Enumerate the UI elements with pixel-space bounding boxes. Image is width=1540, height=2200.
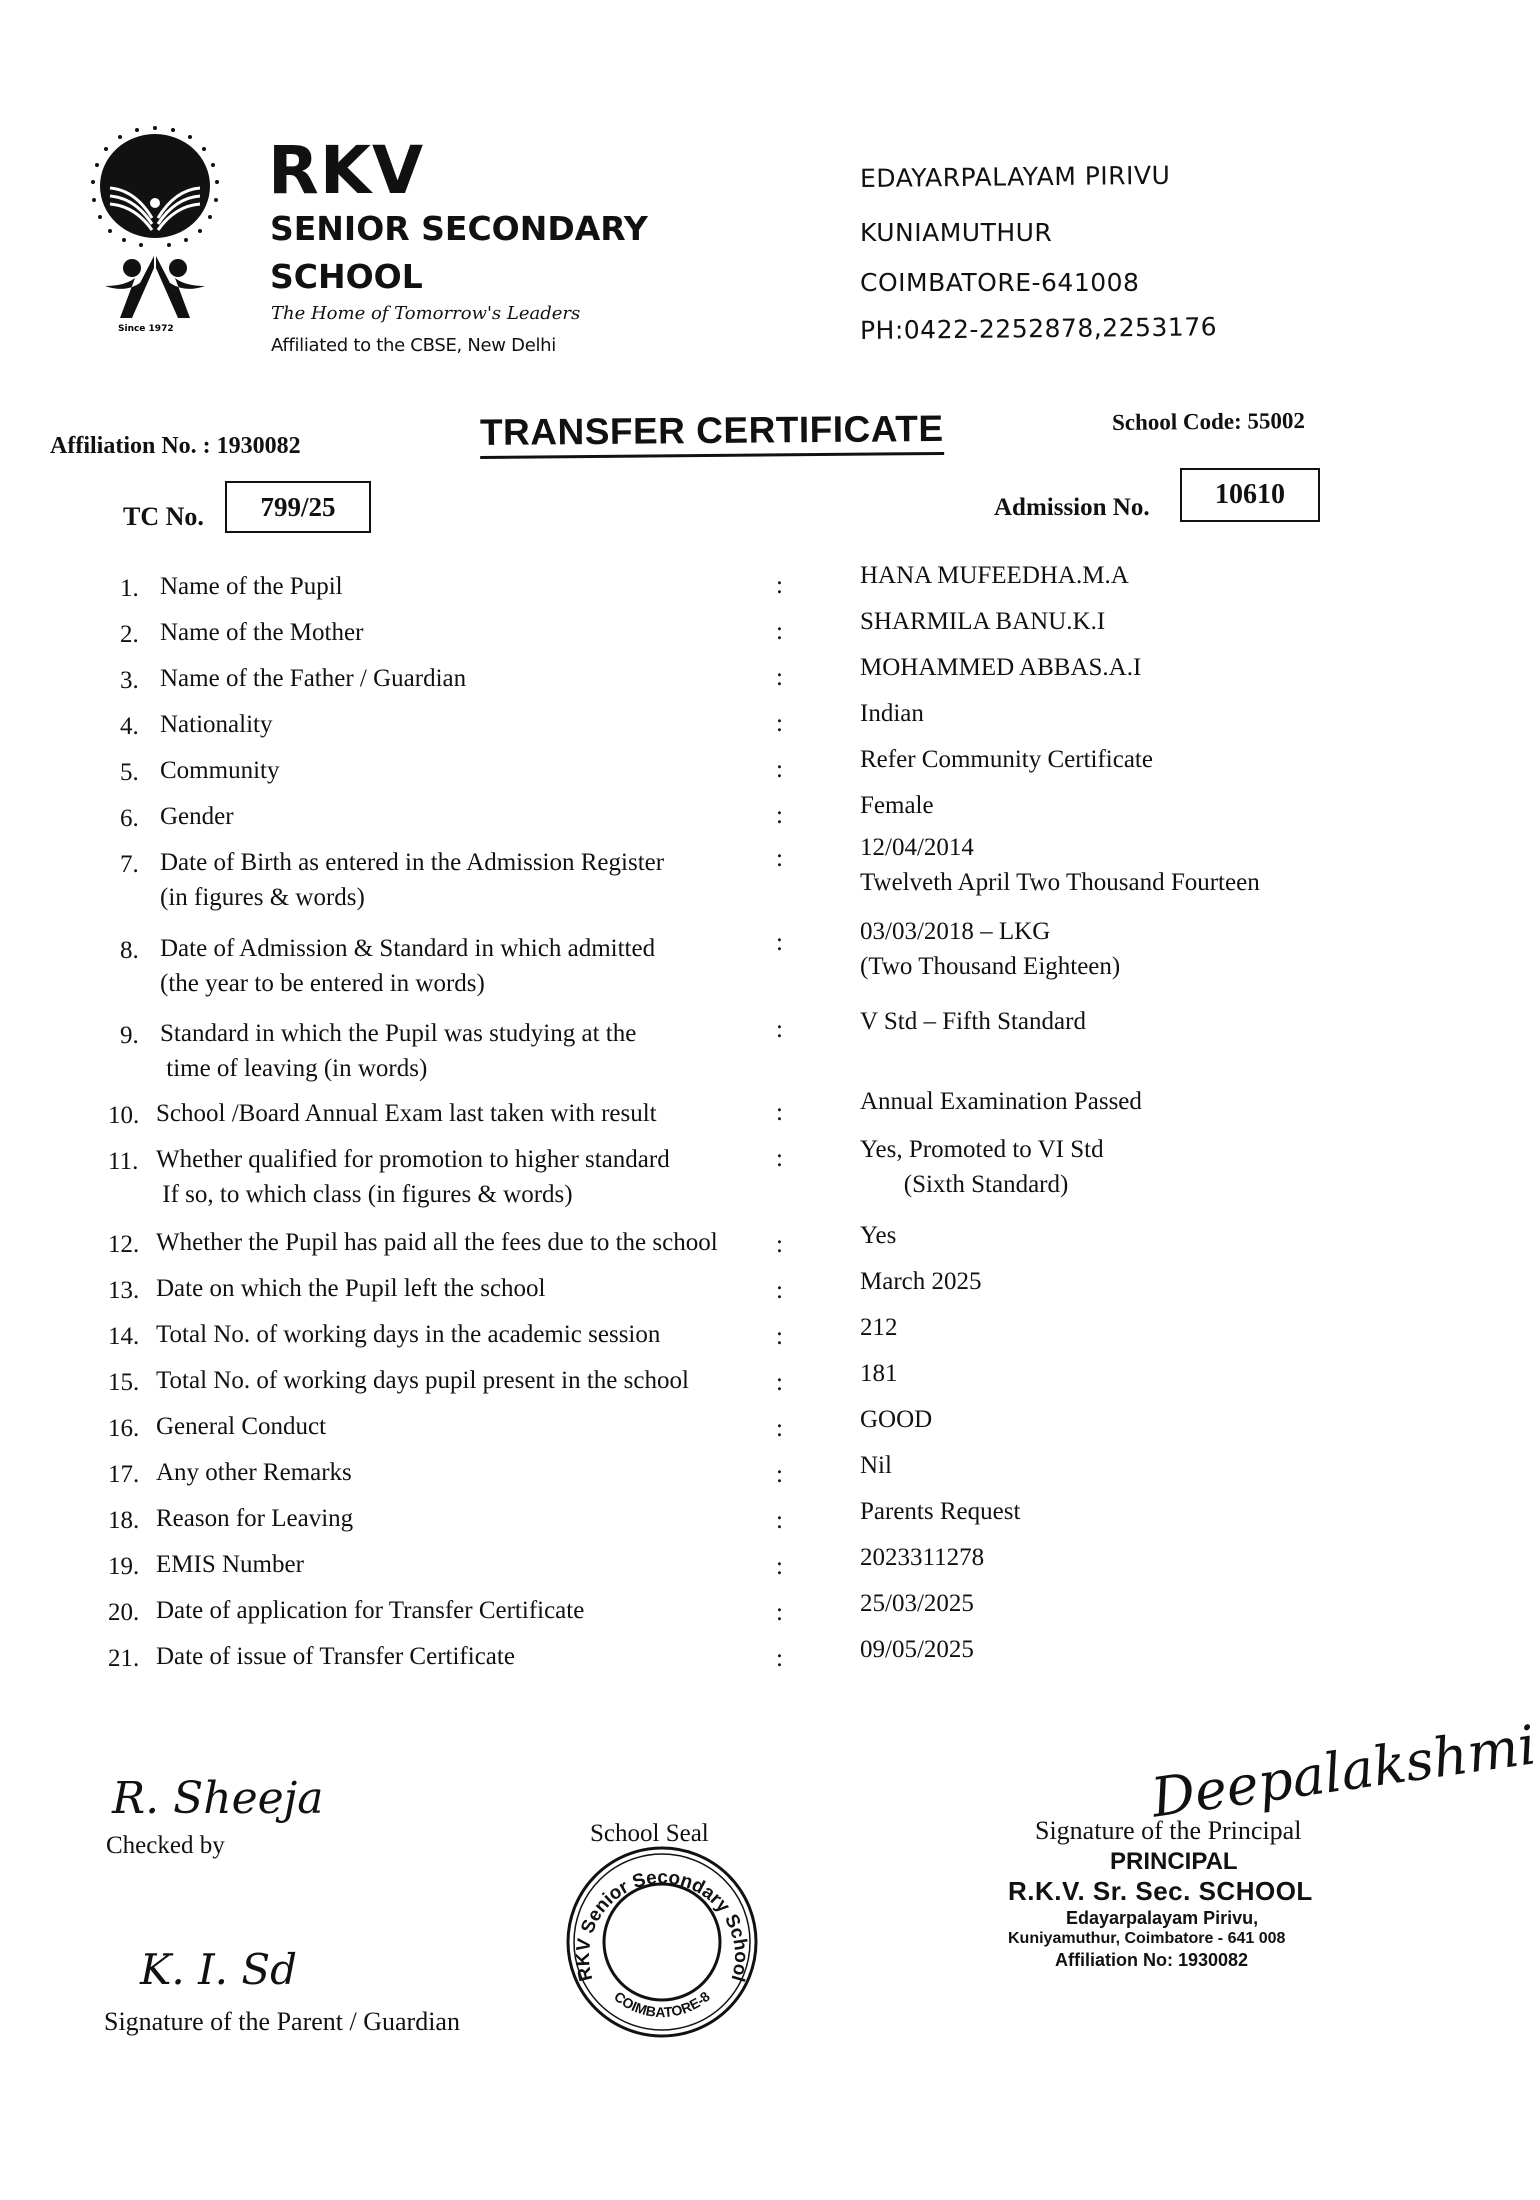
field-number: 10. xyxy=(108,1102,140,1129)
field-label xyxy=(160,1016,636,1086)
school-seal-label: School Seal xyxy=(590,1820,709,1847)
field-colon: : xyxy=(776,1145,783,1172)
affiliation-number: Affiliation No. : 1930082 xyxy=(50,433,301,459)
logo-figures xyxy=(105,256,205,318)
field-label-line: EMIS Number xyxy=(156,1551,304,1578)
field-value xyxy=(860,830,1260,900)
field-colon: : xyxy=(776,1507,783,1534)
field-label-line: Nationality xyxy=(160,711,273,738)
field-label xyxy=(156,1271,546,1306)
field-label-line: Date of issue of Transfer Certificate xyxy=(156,1643,515,1670)
field-number: 6. xyxy=(120,805,139,832)
school-name-line1: SENIOR SECONDARY xyxy=(270,209,648,248)
field-number: 14. xyxy=(108,1323,140,1350)
field-colon: : xyxy=(776,618,783,645)
field-value-line: 212 xyxy=(860,1314,898,1341)
field-value-line: Indian xyxy=(860,700,924,727)
field-value xyxy=(860,696,924,731)
field-number: 7. xyxy=(120,851,139,878)
field-value-line: 09/05/2025 xyxy=(860,1636,974,1663)
field-value xyxy=(860,1132,1104,1202)
field-label-line: Total No. of working days in the academic session xyxy=(156,1321,661,1348)
field-value-line: Parents Request xyxy=(860,1498,1021,1525)
field-value-line: Refer Community Certificate xyxy=(860,746,1153,773)
field-number: 1. xyxy=(120,575,139,602)
field-label-line: Name of the Father / Guardian xyxy=(160,665,467,692)
field-value xyxy=(860,788,934,823)
principal-stamp-address-2: Kuniyamuthur, Coimbatore - 641 008 xyxy=(1008,1930,1286,1947)
field-label-line: Standard in which the Pupil was studying at the xyxy=(160,1020,637,1047)
principal-signature-label: Signature of the Principal xyxy=(1035,1816,1302,1845)
field-value xyxy=(860,1310,898,1345)
field-colon: : xyxy=(776,1231,783,1258)
checked-by-signature: R. Sheeja xyxy=(112,1773,324,1824)
field-label xyxy=(156,1593,584,1628)
tc-number-value: 799/25 xyxy=(225,481,371,533)
field-colon: : xyxy=(776,1599,783,1626)
field-label-line: School /Board Annual Exam last taken with result xyxy=(156,1100,657,1127)
field-colon: : xyxy=(776,929,783,956)
field-label xyxy=(156,1547,304,1582)
field-number: 4. xyxy=(120,713,139,740)
field-label-line: Gender xyxy=(160,803,234,830)
field-value-line: GOOD xyxy=(860,1406,933,1433)
field-value xyxy=(860,650,1141,685)
field-value xyxy=(860,1218,896,1253)
field-value xyxy=(860,1494,1020,1529)
principal-stamp-affiliation: Affiliation No: 1930082 xyxy=(1055,1950,1249,1970)
field-label xyxy=(156,1096,657,1131)
field-label xyxy=(156,1225,718,1260)
field-colon: : xyxy=(776,802,783,829)
field-value-line: (Two Thousand Eighteen) xyxy=(860,953,1121,980)
field-value-line: March 2025 xyxy=(860,1268,982,1295)
field-label xyxy=(156,1317,660,1352)
field-number: 9. xyxy=(120,1022,139,1049)
field-number: 21. xyxy=(108,1645,140,1672)
logo-globe xyxy=(100,134,210,238)
school-seal-stamp xyxy=(562,1842,762,2042)
field-number: 16. xyxy=(108,1415,140,1442)
document-title: TRANSFER CERTIFICATE xyxy=(480,408,944,459)
field-value-line: Yes xyxy=(860,1222,897,1249)
field-number: 3. xyxy=(120,667,139,694)
field-value xyxy=(860,604,1105,639)
field-number: 2. xyxy=(120,621,139,648)
admission-number-label: Admission No. xyxy=(994,494,1150,521)
phone-line: PH:0422-2252878,2253176 xyxy=(859,312,1218,345)
field-label xyxy=(160,753,279,788)
school-logo xyxy=(80,118,230,333)
field-value-line: 181 xyxy=(860,1360,898,1387)
field-label-line: (the year to be entered in words) xyxy=(160,970,485,997)
field-colon: : xyxy=(776,845,783,872)
field-value xyxy=(860,558,1129,593)
field-colon: : xyxy=(776,710,783,737)
field-colon: : xyxy=(776,1645,783,1672)
field-label xyxy=(156,1455,352,1490)
field-number: 8. xyxy=(120,937,139,964)
field-label xyxy=(160,569,343,604)
field-number: 19. xyxy=(108,1553,140,1580)
tc-number-label: TC No. xyxy=(123,502,204,531)
parent-signature: K. I. Sd xyxy=(140,1945,298,1994)
checked-by-label: Checked by xyxy=(106,1832,225,1859)
field-label xyxy=(160,799,234,834)
field-number: 12. xyxy=(108,1231,140,1258)
field-label xyxy=(160,845,664,915)
field-label xyxy=(156,1409,326,1444)
field-value xyxy=(860,1264,982,1299)
field-value-line: (Sixth Standard) xyxy=(860,1171,1069,1198)
field-label xyxy=(156,1363,689,1398)
field-value-line: Annual Examination Passed xyxy=(860,1088,1142,1115)
parent-signature-label: Signature of the Parent / Guardian xyxy=(104,2007,460,2036)
field-label-line: (in figures & words) xyxy=(160,884,365,911)
field-number: 20. xyxy=(108,1599,140,1626)
field-label xyxy=(160,707,272,742)
field-colon: : xyxy=(776,664,783,691)
field-label xyxy=(160,931,655,1001)
field-label xyxy=(160,661,466,696)
field-value xyxy=(860,1356,898,1391)
address-line: COIMBATORE-641008 xyxy=(860,268,1140,297)
field-value xyxy=(860,1632,974,1667)
field-label-line: Date of application for Transfer Certificate xyxy=(156,1597,585,1624)
principal-stamp-address-1: Edayarpalayam Pirivu, xyxy=(1066,1908,1259,1928)
field-label xyxy=(160,615,363,650)
field-label-line: General Conduct xyxy=(156,1413,327,1440)
field-label-line: time of leaving (in words) xyxy=(160,1055,428,1082)
field-label xyxy=(156,1639,515,1674)
field-number: 11. xyxy=(108,1148,139,1175)
field-value-line: Twelveth April Two Thousand Fourteen xyxy=(860,869,1260,896)
seal-text-bottom: COIMBATORE-8 xyxy=(611,1988,713,2021)
field-value-line: Female xyxy=(860,792,934,819)
field-colon: : xyxy=(776,1415,783,1442)
field-colon: : xyxy=(776,1369,783,1396)
field-label xyxy=(156,1142,670,1212)
field-value xyxy=(860,742,1153,777)
principal-signature: Deepalakshmi xyxy=(1147,1713,1540,1830)
field-value-line: 12/04/2014 xyxy=(860,834,974,861)
field-label-line: Date on which the Pupil left the school xyxy=(156,1275,546,1302)
logo-since-text: Since 1972 xyxy=(118,324,174,334)
field-number: 5. xyxy=(120,759,139,786)
principal-stamp-school: R.K.V. Sr. Sec. SCHOOL xyxy=(1008,1876,1313,1906)
field-value-line: Nil xyxy=(860,1452,892,1479)
field-label-line: Community xyxy=(160,757,280,784)
field-label-line: Whether the Pupil has paid all the fees due to the school xyxy=(156,1229,718,1256)
field-label-line: Name of the Mother xyxy=(160,619,364,646)
field-colon: : xyxy=(776,1461,783,1488)
address-line: EDAYARPALAYAM PIRIVU xyxy=(859,160,1171,193)
field-number: 15. xyxy=(108,1369,140,1396)
field-label-line: Date of Birth as entered in the Admission Register xyxy=(160,849,665,876)
field-number: 13. xyxy=(108,1277,140,1304)
field-label xyxy=(156,1501,353,1536)
field-colon: : xyxy=(776,1323,783,1350)
field-label-line: Total No. of working days pupil present in the school xyxy=(156,1367,689,1394)
field-value-line: HANA MUFEEDHA.M.A xyxy=(860,562,1129,589)
field-value xyxy=(860,1084,1142,1119)
field-value xyxy=(860,1004,1086,1039)
field-label-line: Any other Remarks xyxy=(156,1459,352,1486)
school-code: School Code: 55002 xyxy=(1111,407,1306,435)
seal-text-top: RKV Senior Secondary School xyxy=(572,1867,752,1984)
field-value-line: SHARMILA BANU.K.I xyxy=(860,608,1106,635)
admission-number-value: 10610 xyxy=(1180,468,1320,522)
field-number: 18. xyxy=(108,1507,140,1534)
field-value xyxy=(860,1448,892,1483)
field-value-line: MOHAMMED ABBAS.A.I xyxy=(860,654,1142,681)
field-value xyxy=(860,914,1120,984)
school-tagline: The Home of Tomorrow's Leaders xyxy=(271,303,581,324)
principal-stamp-title: PRINCIPAL xyxy=(1110,1848,1238,1875)
field-value-line: Yes, Promoted to VI Std xyxy=(860,1136,1104,1163)
school-affiliation-text: Affiliated to the CBSE, New Delhi xyxy=(271,335,556,356)
field-colon: : xyxy=(776,572,783,599)
field-value-line: 03/03/2018 – LKG xyxy=(860,918,1051,945)
field-value-line: 25/03/2025 xyxy=(860,1590,974,1617)
field-label-line: Reason for Leaving xyxy=(156,1505,354,1532)
field-label-line: Whether qualified for promotion to higher standard xyxy=(156,1146,670,1173)
field-label-line: Name of the Pupil xyxy=(160,573,343,600)
field-number: 17. xyxy=(108,1461,140,1488)
field-colon: : xyxy=(776,1553,783,1580)
field-value xyxy=(860,1540,984,1575)
field-value xyxy=(860,1402,932,1437)
field-colon: : xyxy=(776,1277,783,1304)
field-colon: : xyxy=(776,756,783,783)
school-name-short: RKV xyxy=(268,132,425,209)
school-name-line2: SCHOOL xyxy=(270,257,423,296)
field-colon: : xyxy=(776,1016,783,1043)
field-label-line: Date of Admission & Standard in which admitted xyxy=(160,935,656,962)
address-line: KUNIAMUTHUR xyxy=(860,218,1053,247)
field-value-line: 2023311278 xyxy=(860,1544,985,1571)
field-value-line: V Std – Fifth Standard xyxy=(860,1008,1086,1035)
field-value xyxy=(860,1586,974,1621)
field-colon: : xyxy=(776,1099,783,1126)
field-label-line: If so, to which class (in figures & words) xyxy=(156,1181,573,1208)
